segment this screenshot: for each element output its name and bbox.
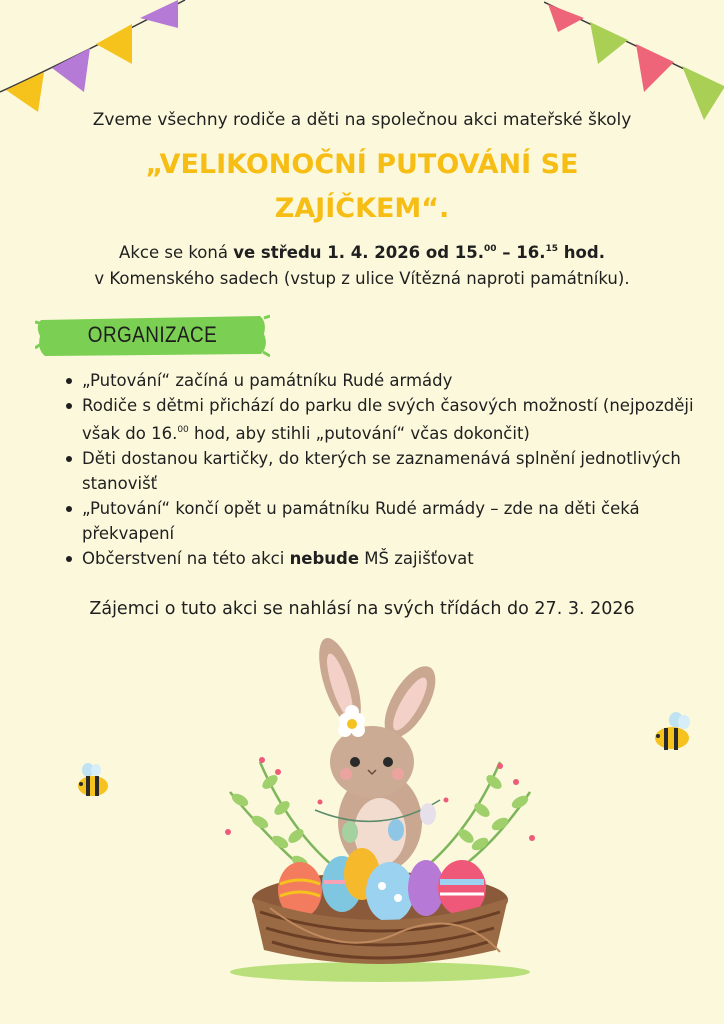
event-details: [0, 236, 724, 292]
list-item: [82, 393, 722, 446]
event-time-start-sup: 00: [484, 244, 497, 254]
section-title: ORGANIZACE: [87, 322, 218, 347]
list-item-emphasis: nebude: [289, 549, 360, 568]
list-item: „Putování“ začíná u památníku Rudé armády: [82, 368, 722, 393]
intro-text: Zveme všechny rodiče a děti na společnou akci mateřské školy: [92, 110, 632, 130]
bee-icon: [74, 762, 112, 798]
event-date: ve středu 1. 4. 2026 od 15.: [233, 243, 485, 262]
list-item: „Putování“ končí opět u památníku Rudé armády – zde na děti čeká překvapení: [82, 496, 722, 546]
signup-note: Zájemci o tuto akci se nahlásí na svých třídách do 27. 3. 2026: [89, 599, 635, 619]
event-place: v Komenského sadech (vstup z ulice Vítězná naproti památníku).: [94, 269, 630, 288]
organization-list: [64, 368, 722, 571]
list-item-text: MŠ zajišťovat: [359, 549, 474, 568]
event-time-dash: – 16.: [496, 243, 546, 262]
list-item-sup: 00: [177, 425, 189, 435]
event-time-unit: hod.: [558, 243, 605, 262]
branch-icon: [230, 762, 340, 882]
list-item-text: Rodiče s dětmi přichází do parku dle svých časových možností (nejpozději však do 16.: [82, 396, 694, 443]
grass-icon: [230, 962, 530, 982]
list-item-text: hod, aby stihli „putování“ včas dokončit): [188, 424, 530, 443]
bunting-left-icon: [0, 0, 190, 120]
event-date-line: [0, 236, 724, 266]
list-item: Děti dostanou kartičky, do kterých se zaznamenává splnění jednotlivých stanovišť: [82, 446, 722, 496]
list-item-text: Občerstvení na této akci: [82, 549, 290, 568]
bee-icon: [650, 710, 694, 754]
list-item: [82, 546, 722, 571]
event-time-end-sup: 15: [545, 244, 559, 254]
event-title: „VELIKONOČNÍ PUTOVÁNÍ SE ZAJÍČKEM“.: [145, 149, 579, 224]
branch-icon: [420, 762, 530, 882]
event-date-prefix: Akce se koná: [119, 243, 234, 262]
easter-bunny-scene: [200, 632, 560, 992]
